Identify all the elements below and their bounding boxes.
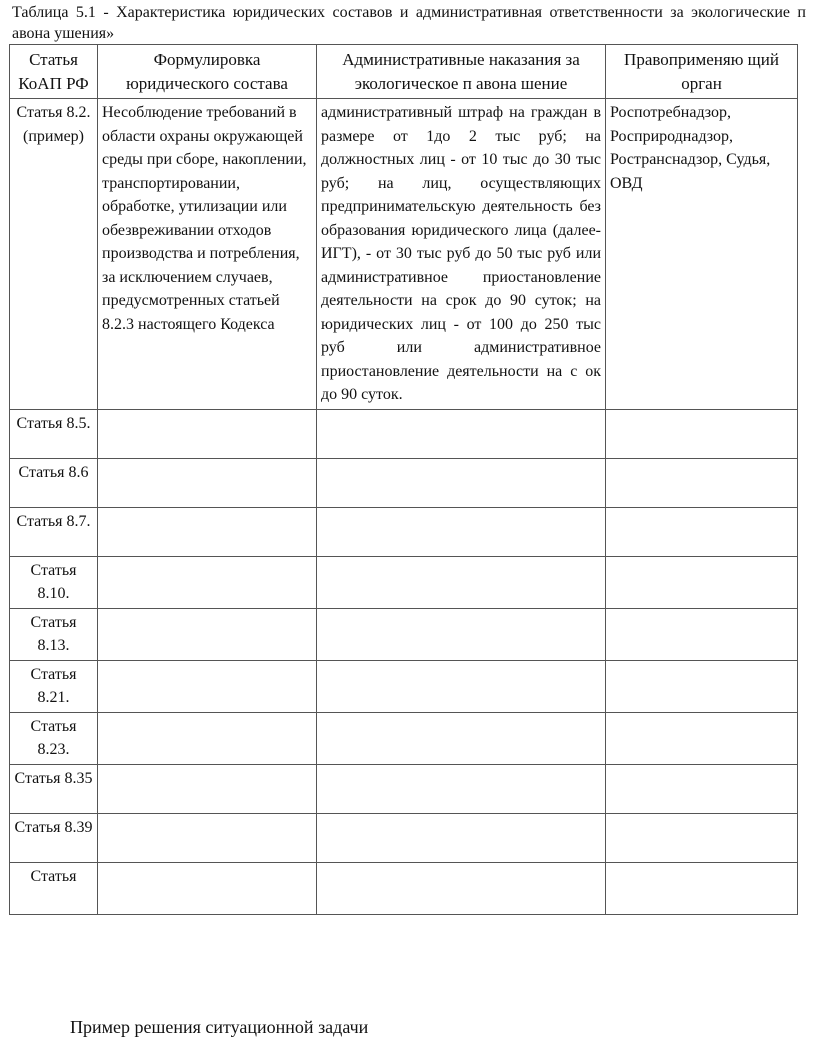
- header-penalties: Административные наказания за экологическое п авона шение: [317, 45, 606, 99]
- example-authority: Роспотребнадзор, Росприроднадзор, Ространснадзор, Судья, ОВД: [606, 99, 798, 410]
- row-authority-cell: [606, 660, 798, 712]
- row-article: Статья 8.35: [10, 764, 98, 813]
- row-formulation-cell: [98, 458, 317, 507]
- row-formulation-cell: [98, 409, 317, 458]
- row-authority-cell: [606, 712, 798, 764]
- example-formulation: Несоблюдение требований в области охраны окружающей среды при сборе, накоплении, транспортировании, обработке, утилизации или обезвреживании отходов производства и потребления, за исключением случаев, предусмотренных статьей 8.2.3 настоящего Кодекса: [98, 99, 317, 410]
- row-penalty-cell: [317, 712, 606, 764]
- row-formulation-cell: [98, 862, 317, 914]
- row-penalty-cell: [317, 409, 606, 458]
- row-penalty-cell: [317, 660, 606, 712]
- row-penalty-cell: [317, 764, 606, 813]
- row-penalty-cell: [317, 507, 606, 556]
- table-row: [10, 712, 798, 764]
- table-caption: Таблица 5.1 - Характеристика юридических составов и административная ответственности за экологические п авона ушения»: [12, 4, 806, 42]
- row-authority-cell: [606, 608, 798, 660]
- table-row: [10, 556, 798, 608]
- row-authority-cell: [606, 507, 798, 556]
- example-article: Статья 8.2. (пример): [10, 99, 98, 410]
- row-article: Статья 8.10.: [10, 556, 98, 608]
- row-penalty-cell: [317, 556, 606, 608]
- table-row: [10, 409, 798, 458]
- row-penalty-cell: [317, 458, 606, 507]
- table-row: [10, 862, 798, 914]
- row-authority-cell: [606, 409, 798, 458]
- header-article: Статья КоАП РФ: [10, 45, 98, 99]
- row-authority-cell: [606, 458, 798, 507]
- row-article: Статья 8.5.: [10, 409, 98, 458]
- row-article: Статья 8.6: [10, 458, 98, 507]
- row-penalty-cell: [317, 813, 606, 862]
- row-article: Статья: [10, 862, 98, 914]
- row-article: Статья 8.39: [10, 813, 98, 862]
- row-authority-cell: [606, 556, 798, 608]
- table-row: [10, 660, 798, 712]
- row-article: Статья 8.13.: [10, 608, 98, 660]
- table-row: [10, 764, 798, 813]
- table-row: [10, 507, 798, 556]
- legal-compositions-table: [9, 44, 798, 915]
- header-authority: Правоприменяю щий орган: [606, 45, 798, 99]
- row-formulation-cell: [98, 660, 317, 712]
- table-row-example: [10, 99, 798, 410]
- table-row: [10, 813, 798, 862]
- row-formulation-cell: [98, 712, 317, 764]
- row-authority-cell: [606, 813, 798, 862]
- row-formulation-cell: [98, 556, 317, 608]
- row-formulation-cell: [98, 608, 317, 660]
- row-authority-cell: [606, 862, 798, 914]
- table-header-row: [10, 45, 798, 99]
- row-formulation-cell: [98, 507, 317, 556]
- row-formulation-cell: [98, 764, 317, 813]
- row-article: Статья 8.7.: [10, 507, 98, 556]
- example-penalty: административный штраф на граждан в размере от 1до 2 тыс руб; на должностных лиц - от 10 тыс до 30 тыс руб; на лиц, осуществляющих предпринимательскую деятельность без образования юридического лица (далее- ИГТ), - от 30 тыс руб до 50 тыс руб или административное приостановление деятельности на срок до 90 суток; на юридических лиц - от 100 до 250 тыс руб или административное приостановление деятельности на с ок до 90 суток.: [317, 99, 606, 410]
- row-article: Статья 8.23.: [10, 712, 98, 764]
- row-penalty-cell: [317, 862, 606, 914]
- header-formulation: Формулировка юридического состава: [98, 45, 317, 99]
- row-formulation-cell: [98, 813, 317, 862]
- row-article: Статья 8.21.: [10, 660, 98, 712]
- table-row: [10, 608, 798, 660]
- section-heading: Пример решения ситуационной задачи: [70, 1017, 369, 1037]
- table-row: [10, 458, 798, 507]
- row-authority-cell: [606, 764, 798, 813]
- row-penalty-cell: [317, 608, 606, 660]
